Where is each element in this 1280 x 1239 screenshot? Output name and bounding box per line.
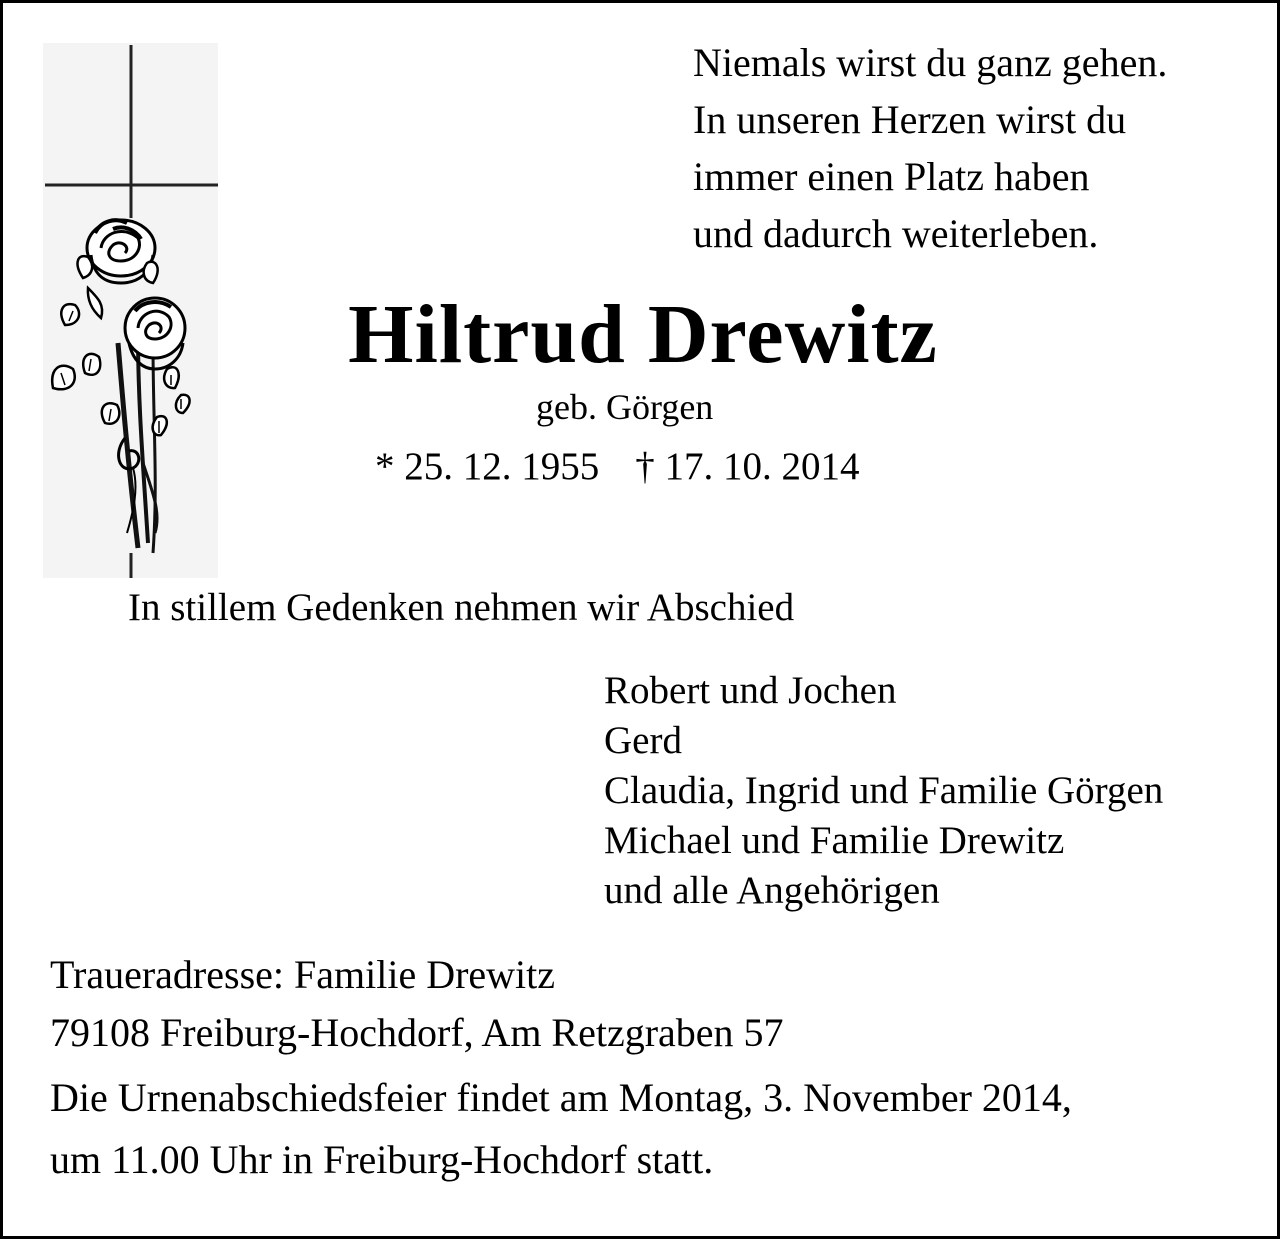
life-dates	[375, 447, 860, 486]
poem-line: immer einen Platz haben	[693, 154, 1090, 199]
birth-date: * 25. 12. 1955	[375, 445, 600, 488]
mourner: Gerd	[604, 719, 682, 762]
address-line: 79108 Freiburg-Hochdorf, Am Retzgraben 57	[50, 1010, 784, 1055]
birth-name: geb. Görgen	[536, 387, 714, 427]
ceremony-info	[50, 1075, 1072, 1202]
farewell-text: In stillem Gedenken nehmen wir Abschied	[128, 586, 795, 629]
poem-line: Niemals wirst du ganz gehen.	[693, 40, 1168, 85]
mourner: Michael und Familie Drewitz	[604, 819, 1065, 862]
mourning-address	[50, 952, 784, 1071]
poem	[693, 40, 1168, 271]
poem-line: und dadurch weiterleben.	[693, 211, 1099, 256]
mourners-list	[604, 671, 1163, 921]
ceremony-line: Die Urnenabschiedsfeier findet am Montag, 3. November 2014,	[50, 1075, 1072, 1120]
mourner: Robert und Jochen	[604, 669, 897, 712]
deceased-name	[3, 288, 1280, 381]
deceased-name-text: Hiltrud Drewitz	[348, 288, 938, 381]
mourner: und alle Angehörigen	[604, 869, 940, 912]
mourner: Claudia, Ingrid und Familie Görgen	[604, 769, 1164, 812]
death-date: † 17. 10. 2014	[635, 445, 860, 488]
poem-line: In unseren Herzen wirst du	[693, 97, 1127, 142]
ceremony-line: um 11.00 Uhr in Freiburg-Hochdorf statt.	[50, 1137, 714, 1182]
address-line: Traueradresse: Familie Drewitz	[50, 952, 556, 997]
